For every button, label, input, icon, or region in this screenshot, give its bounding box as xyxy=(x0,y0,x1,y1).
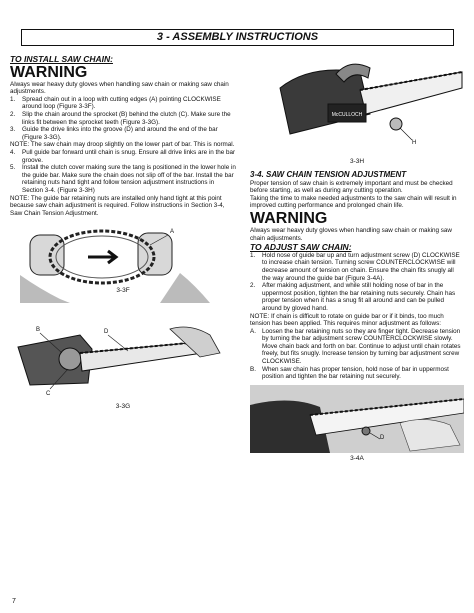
list-item: 3. Guide the drive links into the groove (D) and around the end of the bar (Figure 3-3G). xyxy=(10,126,218,141)
chainsaw-sprocket-illustration xyxy=(10,313,236,399)
note-binding: NOTE: If chain is difficult to rotate on guide bar or if it binds, too much tension has been applied. This requires minor adjustment as follows: xyxy=(250,312,444,328)
warning-text: Always wear heavy duty gloves when handling saw chain or making saw chain adjustments. xyxy=(10,80,229,96)
note-hand-tight: NOTE: The guide bar retaining nuts are installed only hand tight at this point because saw chain adjustment is required. Follow instructions in Section 3-4, Saw Chain Tension Adjustment. xyxy=(10,194,225,217)
callout-d: D xyxy=(380,434,385,441)
list-item: 2. Slip the chain around the sprocket (B) behind the clutch (C). Make sure the links fit between the sprocket teeth (Figure 3-3G). xyxy=(10,110,231,126)
left-column xyxy=(10,56,236,413)
tension-section-heading: 3-4. SAW CHAIN TENSION ADJUSTMENT xyxy=(250,170,407,179)
list-item: 4. Pull guide bar forward until chain is snug. Ensure all drive links are in the bar groove. xyxy=(10,148,236,164)
list-item: 1. Hold nose of guide bar up and turn adjustment screw (D) CLOCKWISE to increase chain tension. Turning screw COUNTERCLOCKWISE will decrease amount of tension on chain. Ensure the chain fits snugly all the way around the guide bar (Figure 3-4A). xyxy=(250,251,460,282)
adjust-chain-heading: TO ADJUST SAW CHAIN: xyxy=(250,242,352,253)
figure-caption: 3-3H xyxy=(349,158,365,165)
list-item: 5. Install the clutch cover making sure the tang is positioned in the lower hole in the guide bar. Make sure the chain does not slip off of the bar. Install the bar retaining nuts hand tight and follow tension adjustment instructions in Section 3-4. (Figure 3-3H) xyxy=(10,164,236,194)
figure-3-3h xyxy=(250,54,464,168)
warning-heading: WARNING xyxy=(10,63,88,81)
svg-text:McCULLOCH: McCULLOCH xyxy=(331,112,363,118)
page-title: 3 - ASSEMBLY INSTRUCTIONS xyxy=(21,29,454,46)
tension-paragraph-2: Taking the time to make needed adjustments to the saw chain will result in improved cutting performance and prolonged chain life. xyxy=(250,194,457,210)
list-item: 1. Spread chain out in a loop with cutting edges (A) pointing CLOCKWISE around loop (Figure 3-3F). xyxy=(10,95,221,111)
figure-3-4a xyxy=(250,385,464,465)
list-item: B. When saw chain has proper tension, hold nose of bar in uppermost position and tighten the bar retaining nut securely. xyxy=(250,365,449,381)
adjust-steps xyxy=(250,252,464,313)
right-column xyxy=(250,54,464,465)
install-steps-continued xyxy=(10,149,236,195)
callout-d: D xyxy=(104,329,109,336)
chain-adjustment-photo xyxy=(250,385,464,453)
chainsaw-cover-illustration xyxy=(250,54,464,158)
figure-caption: 3-3G xyxy=(115,403,131,411)
list-item: 2. After making adjustment, and while still holding nose of bar in the uppermost position, tighten the bar retaining nuts securely. Chain has proper tension when it has a snug fit all around and can be pulled around by gloved hand. xyxy=(250,282,456,312)
callout-h: H xyxy=(412,140,417,146)
warning-text: Always wear heavy duty gloves when handling saw chain or making saw chain adjustments. xyxy=(250,226,452,242)
callout-a: A xyxy=(170,229,175,236)
callout-b: B xyxy=(36,327,41,334)
figure-caption: 3-4A xyxy=(350,454,364,462)
figure-3-3f xyxy=(10,223,236,311)
page-number: 7 xyxy=(12,598,16,605)
adjust-substeps xyxy=(250,328,464,381)
figure-3-3g xyxy=(10,313,236,413)
note-droop: NOTE: The saw chain may droop slightly on the lower part of bar. This is normal. xyxy=(10,141,235,149)
install-steps xyxy=(10,96,236,142)
tension-paragraph-1: Proper tension of saw chain is extremely important and must be checked before starting, as well as during any cutting operation. xyxy=(250,179,453,195)
callout-c: C xyxy=(46,391,51,398)
list-item: A. Loosen the bar retaining nuts so they are finger tight. Decrease tension by turning the bar adjustment screw COUNTERCLOCKWISE slowly. Move chain back and forth on bar. Continue to adjust until chain rotates freely, but fits snugly. Increase tension by turning bar adjustment screw CLOCKWISE. xyxy=(250,327,461,366)
install-chain-heading: TO INSTALL SAW CHAIN: xyxy=(10,54,113,64)
warning-heading: WARNING xyxy=(250,209,328,227)
figure-caption: 3-3F xyxy=(116,287,130,295)
